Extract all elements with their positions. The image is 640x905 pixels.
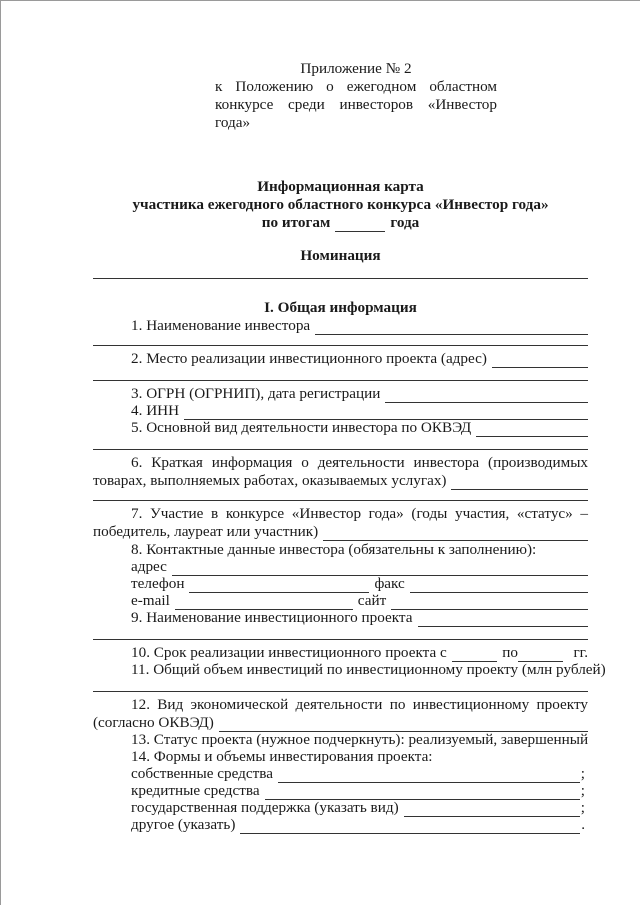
- item-9: 9. Наименование инвестиционного проекта: [93, 609, 588, 627]
- item-14-other: другое (указать) .: [131, 816, 585, 833]
- item-14-own: собственные средства ;: [131, 765, 585, 782]
- item-4: 4. ИНН: [93, 402, 588, 420]
- item-13: 13. Статус проекта (нужное подчеркнуть): реализуемый, завершенный: [131, 731, 589, 748]
- item-12-line-1: 12. Вид экономической деятельности по инвестиционному проекту: [131, 696, 588, 713]
- project-address-field[interactable]: [492, 353, 588, 368]
- economic-activity-field[interactable]: [219, 717, 588, 732]
- item-7-line-1: 7. Участие в конкурсе «Инвестор года» (годы участия, «статус» –: [131, 505, 588, 522]
- item-12-line-2: (согласно ОКВЭД): [93, 714, 588, 732]
- project-name-field[interactable]: [418, 612, 589, 627]
- term-from-field[interactable]: [452, 647, 497, 662]
- item-6-line-2: товарах, выполняемых работах, оказываемых услугах): [93, 472, 588, 490]
- state-support-field[interactable]: [404, 802, 580, 817]
- other-funds-field[interactable]: [240, 819, 580, 834]
- item-14: 14. Формы и объемы инвестирования проекта:: [131, 748, 433, 765]
- investor-name-field[interactable]: [315, 320, 588, 335]
- form-title: Информационная карта: [257, 178, 424, 195]
- project-address-field-2[interactable]: [93, 380, 588, 381]
- item-11: 11. Общий объем инвестиций по инвестиционному проекту (млн рублей): [131, 661, 606, 678]
- item-6-line-1: 6. Краткая информация о деятельности инвестора (производимых: [131, 454, 588, 471]
- credit-funds-field[interactable]: [265, 785, 580, 800]
- inn-field[interactable]: [184, 405, 588, 420]
- form-period: по итогам года: [261, 214, 420, 231]
- own-funds-field[interactable]: [278, 768, 580, 783]
- email-field[interactable]: [175, 595, 353, 610]
- item-14-credit: кредитные средства ;: [131, 782, 585, 799]
- section-title: I. Общая информация: [264, 299, 417, 316]
- form-subtitle: участника ежегодного областного конкурса «Инвестор года»: [132, 196, 549, 213]
- page-border-left: [0, 0, 1, 905]
- item-5: 5. Основной вид деятельности инвестора по ОКВЭД: [93, 419, 588, 437]
- phone-field[interactable]: [189, 578, 369, 593]
- fax-field[interactable]: [410, 578, 588, 593]
- appendix-line-2: к Положению о ежегодном областном: [215, 78, 497, 95]
- item-2: 2. Место реализации инвестиционного проекта (адрес): [93, 350, 588, 368]
- nomination-label: Номинация: [300, 247, 381, 264]
- nomination-field[interactable]: [93, 278, 588, 279]
- investor-name-field-2[interactable]: [93, 345, 588, 346]
- okved-field-2[interactable]: [93, 449, 588, 450]
- term-to-field[interactable]: [518, 647, 563, 662]
- item-14-state: государственная поддержка (указать вид) ;: [131, 799, 585, 816]
- site-field[interactable]: [391, 595, 588, 610]
- item-8-address: адрес: [93, 558, 588, 576]
- item-8-email-site: e-mail сайт: [93, 592, 588, 610]
- appendix-block: [215, 60, 497, 132]
- appendix-title: Приложение № 2: [300, 60, 412, 77]
- item-8-phone-fax: телефон факс: [93, 575, 588, 593]
- page-border-top: [0, 0, 640, 1]
- investment-volume-field[interactable]: [93, 691, 588, 692]
- okved-field[interactable]: [476, 422, 588, 437]
- item-8: 8. Контактные данные инвестора (обязательны к заполнению):: [131, 541, 537, 558]
- year-field[interactable]: [335, 217, 385, 232]
- activity-info-field[interactable]: [451, 475, 588, 490]
- item-10: 10. Срок реализации инвестиционного проекта с по гг.: [131, 644, 588, 661]
- item-3: 3. ОГРН (ОГРНИП), дата регистрации: [93, 385, 588, 403]
- ogrn-field[interactable]: [385, 388, 588, 403]
- participation-field[interactable]: [323, 526, 588, 541]
- address-field[interactable]: [172, 561, 588, 576]
- item-7-line-2: победитель, лауреат или участник): [93, 523, 588, 541]
- project-name-field-2[interactable]: [93, 639, 588, 640]
- item-1: 1. Наименование инвестора: [93, 317, 588, 335]
- activity-info-field-2[interactable]: [93, 500, 588, 501]
- appendix-line-3: конкурсе среди инвесторов «Инвестор года»: [215, 96, 497, 131]
